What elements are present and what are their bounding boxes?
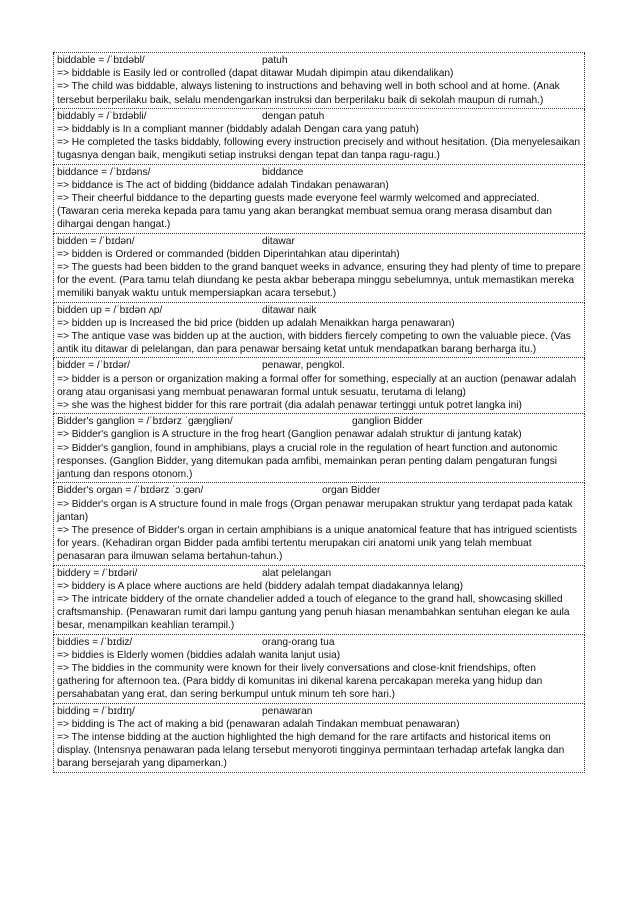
entry-bidden (53, 234, 585, 303)
entry-term: biddery = /ˈbɪdəri/ (57, 567, 138, 579)
entry-definition: => bidding is The act of making a bid (penawaran adalah Tindakan membuat penawaran) (57, 718, 460, 730)
entry-term: bidder = /ˈbɪdər/ (57, 360, 130, 372)
entry-example: => Their cheerful biddance to the departing guests made everyone feel warmly welcomed and appreciated. (Tawaran ceria mereka kepada para tamu yang akan berangkat membuat semua orang merasa disambut dan dihargai dengan hangat.) (57, 193, 552, 231)
entry-biddery (53, 566, 585, 635)
entry-translation: ganglion Bidder (352, 416, 423, 428)
entry-definition: => bidden is Ordered or commanded (bidden Diperintahkan atau diperintah) (57, 248, 400, 260)
entry-translation: organ Bidder (322, 485, 381, 497)
entry-translation: penawaran (262, 705, 313, 717)
entry-example: => He completed the tasks biddably, following every instruction precisely and without hesitation. (Dia menyelesaikan tugasnya dengan baik, mengikuti setiap instruksi dengan tepat dan tanpa ragu-ragu.) (57, 137, 581, 162)
entry-term: bidden = /ˈbɪdən/ (57, 235, 135, 247)
entry-biddable (53, 53, 585, 109)
entry-translation: dengan patuh (262, 110, 325, 122)
entry-definition: => biddery is A place where auctions are held (biddery adalah tempat diadakannya lelang) (57, 580, 464, 592)
entry-definition: => Bidder's organ is A structure found in male frogs (Organ penawar merupakan struktur yang terdapat pada katak jantan) (57, 498, 573, 523)
entry-term: biddance = /ˈbɪdəns/ (57, 166, 151, 178)
entry-definition: => Bidder's ganglion is A structure in the frog heart (Ganglion penawar adalah struktur di jantung katak) (57, 429, 522, 441)
entry-bidders-ganglion (53, 414, 585, 483)
entry-bidden-up (53, 303, 585, 359)
entry-translation: patuh (262, 55, 288, 66)
entry-term: biddably = /ˈbɪdəbli/ (57, 110, 147, 122)
entry-translation: ditawar (262, 235, 295, 247)
entry-definition: => bidden up is Increased the bid price (bidden up adalah Menaikkan harga penawaran) (57, 317, 455, 329)
entry-biddably (53, 109, 585, 165)
entry-definition: => bidder is a person or organization making a formal offer for something, especially at an auction (penawar adalah orang atau organisasi yang membuat penawaran formal untuk sesuatu, terutama di lelang) (57, 373, 577, 398)
entry-example: => The presence of Bidder's organ in certain amphibians is a unique anatomical feature that has intrigued scientists for years. (Kehadiran organ Bidder pada amfibi tertentu merupakan ciri anatomi unik yang telah membuat penasaran para ilmuwan selama bertahun-tahun.) (57, 524, 577, 563)
entry-term: Bidder's organ = /ˈbɪdərz ˈɔːɡən/ (57, 485, 204, 497)
entry-example: => The intense bidding at the auction highlighted the high demand for the rare artifacts and historical items on display. (Intensnya penawaran pada lelang tersebut menyoroti tingginya permintaan terhadap artefak langka dan barang bersejarah yang dipamerkan.) (57, 731, 565, 770)
entry-bidder (53, 358, 585, 414)
entry-example: => Bidder's ganglion, found in amphibians, plays a crucial role in the regulation of heart function and autonomic responses. (Ganglion Bidder, yang ditemukan pada amfibi, memainkan peran penting dalam pengaturan fungsi jantung dan respons otonom.) (57, 442, 558, 481)
entry-term: Bidder's ganglion = /ˈbɪdərz ˈɡæŋɡliən/ (57, 416, 233, 428)
entry-translation: biddance (262, 166, 304, 178)
entry-term: bidding = /ˈbɪdɪŋ/ (57, 705, 135, 717)
entry-example: => The intricate biddery of the ornate chandelier added a touch of elegance to the grand hall, showcasing skilled craftsmanship. (Penawaran rumit dari lampu gantung yang penuh hiasan menambahkan sentuhan elegan ke aula besar, menampilkan keahlian terampil.) (57, 593, 570, 632)
entry-translation: penawar, pengkol. (262, 360, 345, 372)
entry-example: => The biddies in the community were known for their lively conversations and close-knit friendships, often gathering for afternoon tea. (Para biddy di komunitas ini dikenal karena percakapan mereka yang hidup dan persahabatan yang erat, dan sering berkumpul untuk minum teh sore hari.) (57, 662, 543, 701)
entry-translation: alat pelelangan (262, 567, 332, 579)
entry-biddies (53, 635, 585, 704)
entry-example: => The guests had been bidden to the grand banquet weeks in advance, ensuring they had plenty of time to prepare for the event. (Para tamu telah diundang ke pesta akbar beberapa minggu sebelumnya, untuk memastikan mereka memiliki banyak waktu untuk mempersiapkan acara tersebut.) (57, 262, 581, 300)
entry-definition: => biddance is The act of bidding (biddance adalah Tindakan penawaran) (57, 179, 389, 191)
entry-example: => The child was biddable, always listening to instructions and behaving well in both school and at home. (Anak tersebut berperilaku baik, selalu mendengarkan instruksi dan berperilaku baik di sekolah maupun di rumah.) (57, 81, 560, 106)
entry-translation: orang-orang tua (262, 636, 335, 648)
entry-biddance (53, 165, 585, 234)
entry-term: biddable = /ˈbɪdəbl/ (57, 55, 145, 66)
entry-example: => she was the highest bidder for this rare portrait (dia adalah penawar tertinggi untuk potret langka ini) (57, 400, 522, 412)
entry-translation: ditawar naik (262, 304, 317, 316)
entry-example: => The antique vase was bidden up at the auction, with bidders fiercely competing to own the valuable piece. (Vas antik itu ditawar di pelelangan, dan para penawar bersaing ketat untuk mendapatkan barang berharga itu.) (57, 331, 571, 356)
entry-definition: => biddable is Easily led or controlled (dapat ditawar Mudah dipimpin atau dikendalikan) (57, 68, 454, 80)
entry-bidding (53, 704, 585, 773)
entry-term: biddies = /ˈbɪdiz/ (57, 636, 133, 648)
entry-definition: => biddably is In a compliant manner (biddably adalah Dengan cara yang patuh) (57, 124, 419, 136)
entry-bidders-organ (53, 483, 585, 565)
entry-definition: => biddies is Elderly women (biddies adalah wanita lanjut usia) (57, 649, 341, 661)
entry-term: bidden up = /ˈbɪdən ʌp/ (57, 304, 163, 316)
dictionary-table (53, 52, 585, 773)
